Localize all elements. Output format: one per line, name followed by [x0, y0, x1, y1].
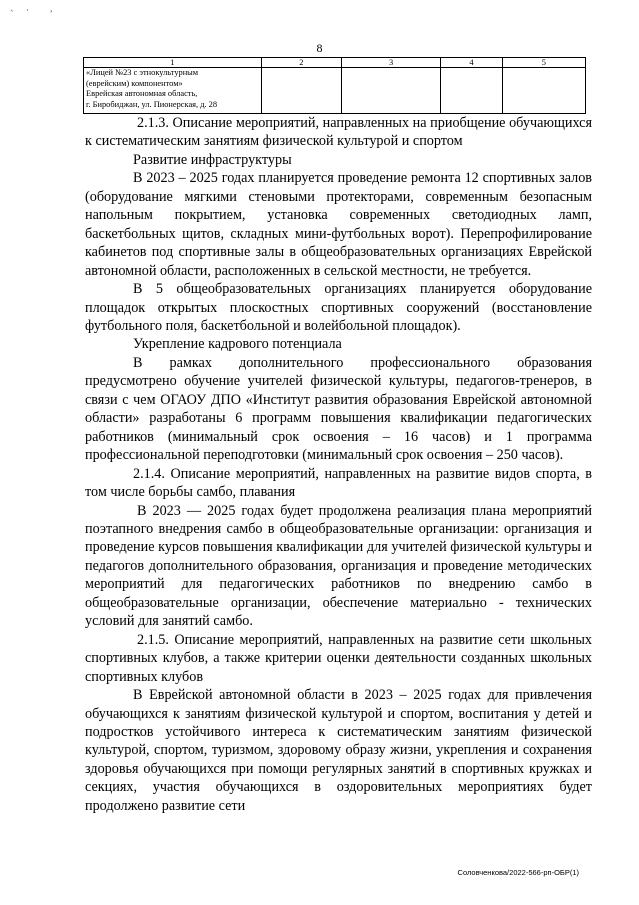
table-header-cell: 2 [261, 58, 341, 68]
heading-2-1-5: 2.1.5. Описание мероприятий, направленных на развитие сети школьных спортивных клубов, а также критерии оценки деятельности созданных школьных спортивных клубов [85, 631, 592, 685]
scan-speck: ˒ [50, 8, 53, 18]
page-number: 8 [316, 41, 323, 55]
subheading-personnel: Укрепление кадрового потенциала [133, 336, 342, 353]
table-cell [341, 68, 440, 114]
scan-speck: ˋ [10, 10, 15, 20]
table-cell-organization [84, 68, 262, 114]
table-cell [261, 68, 341, 114]
table-cell-line: г. Биробиджан, ул. Пионерская, д. 28 [86, 99, 218, 109]
table-fragment [83, 57, 586, 114]
document-body [85, 114, 592, 815]
table-header-cell: 4 [441, 58, 503, 68]
table-header-row [84, 58, 586, 68]
table-cell-line: Еврейская автономная область, [86, 89, 198, 99]
heading-2-1-4: 2.1.4. Описание мероприятий, направленных на развитие видов спорта, в том числе борьбы самбо, плавания [85, 465, 592, 501]
heading-2-1-3: 2.1.3. Описание мероприятий, направленных на приобщение обучающихся к систематическим занятиям физической культурой и спортом [85, 115, 592, 150]
paragraph: В 2023 — 2025 годах будет продолжена реализация плана мероприятий поэтапного внедрения самбо в общеобразовательные организации: организация и проведение курсов повышения квалификации для учителей физической культуры и педагогов дополнительного образования, организация и проведение методических мероприятий для педагогических работников по внедрению самбо в общеобразовательные организации, обеспечение материально - технических условий для занятий самбо. [85, 502, 592, 630]
table-cell-line: «Лицей №23 с этнокультурным [86, 68, 199, 77]
scan-speck: · [26, 6, 29, 16]
paragraph: В рамках дополнительного профессионального образования предусмотрено обучение учителей физической культуры, педагогов-тренеров, в связи с чем ОГАОУ ДПО «Институт развития образования Еврейской автономной области» разработаны 6 программ повышения квалификации педагогических работников (минимальный срок освоения – 16 часов) и 1 программа профессиональной переподготовки (минимальный срок освоения – 250 часов). [85, 354, 592, 464]
table-cell-line: (еврейским) компонентом» [86, 78, 183, 88]
table-header-cell: 5 [502, 58, 585, 68]
table-cell [441, 68, 503, 114]
document-footer-code: Соловченкова/2022-566-рп-ОБР(1) [457, 868, 579, 877]
paragraph: В 2023 – 2025 годах планируется проведение ремонта 12 спортивных залов (оборудование мягкими стеновыми протекторами, современным безопасным напольным покрытием, установка современных светодиодных ламп, баскетбольных щитов, складных мини-футбольных ворот). Перепрофилирование кабинетов под спортивные залы в общеобразовательных организациях Еврейской автономной области, расположенных в сельской местности, не требуется. [85, 170, 592, 279]
table-cell [502, 68, 585, 114]
table-header-cell: 1 [84, 58, 262, 68]
table-row [84, 68, 586, 114]
paragraph: В Еврейской автономной области в 2023 – 2025 годах для привлечения обучающихся к занятиям физической культурой и спортом, воспитания у детей и подростков устойчивого интереса к систематическим занятиям физической культурой, спортом, туризмом, здоровому образу жизни, укрепления и сохранения здоровья обучающихся при помощи регулярных занятий в спортивных кружках и секциях, участия обучающихся в оздоровительных мероприятиях будет продолжено развитие сети [85, 687, 592, 814]
paragraph: В 5 общеобразовательных организациях планируется оборудование площадок открытых плоскостных спортивных сооружений (восстановление футбольного поля, баскетбольной и волейбольной площадок). [85, 281, 592, 334]
subheading-infrastructure: Развитие инфраструктуры [133, 151, 292, 168]
table-header-cell: 3 [341, 58, 440, 68]
